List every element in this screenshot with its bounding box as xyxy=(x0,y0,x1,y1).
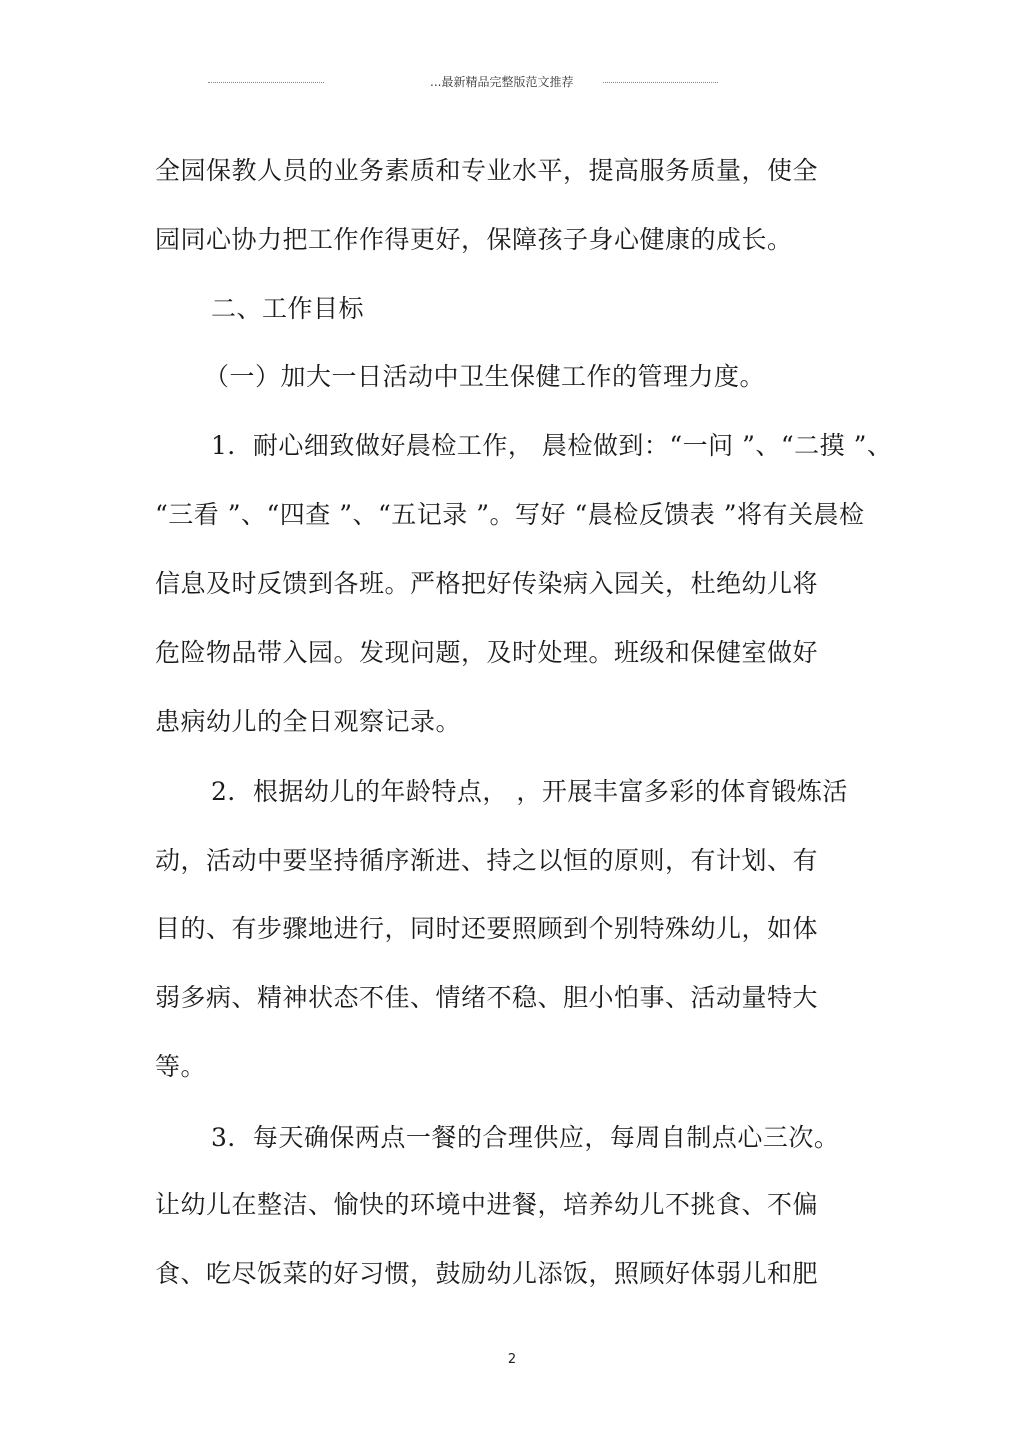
body-line: 目的、有步骤地进行，同时还要照顾到个别特殊幼儿，如体 xyxy=(155,914,819,943)
section-heading: 二、工作目标 xyxy=(211,294,365,323)
body-line: 全园保教人员的业务素质和专业水平，提高服务质量，使全 xyxy=(155,156,819,185)
body-line: 等。 xyxy=(155,1052,207,1081)
body-line: 园同心协力把工作作得更好，保障孩子身心健康的成长。 xyxy=(155,225,793,254)
body-line: 危险物品带入园。发现问题，及时处理。班级和保健室做好 xyxy=(155,638,819,667)
header-dotted-rule-right xyxy=(603,82,718,83)
page-number: 2 xyxy=(507,1352,517,1367)
body-line: 2．根据幼儿的年龄特点， ，开展丰富多彩的体育锻炼活 xyxy=(211,777,848,806)
body-line: 信息及时反馈到各班。严格把好传染病入园关，杜绝幼儿将 xyxy=(155,569,819,598)
header-dotted-rule-left xyxy=(208,82,324,83)
body-line: 1．耐心细致做好晨检工作， 晨检做到：“一问 ”、“二摸 ”、 xyxy=(211,431,893,460)
body-line: 动，活动中要坚持循序渐进、持之以恒的原则，有计划、有 xyxy=(155,846,819,875)
header-text: ...最新精品完整版范文推荐 xyxy=(430,75,574,89)
body-line: 弱多病、精神状态不佳、情绪不稳、胆小怕事、活动量特大 xyxy=(155,983,819,1012)
body-line: 患病幼儿的全日观察记录。 xyxy=(155,707,462,736)
body-line: 3．每天确保两点一餐的合理供应，每周自制点心三次。 xyxy=(211,1123,840,1152)
page-header xyxy=(208,74,718,92)
body-line: “三看 ”、“四查 ”、“五记录 ”。写好 “晨检反馈表 ”将有关晨检 xyxy=(155,500,865,529)
body-line: 让幼儿在整洁、愉快的环境中进餐，培养幼儿不挑食、不偏 xyxy=(155,1190,819,1219)
body-line: 食、吃尽饭菜的好习惯，鼓励幼儿添饭，照顾好体弱儿和肥 xyxy=(155,1259,819,1288)
subsection-heading: （一）加大一日活动中卫生保健工作的管理力度。 xyxy=(204,362,766,391)
